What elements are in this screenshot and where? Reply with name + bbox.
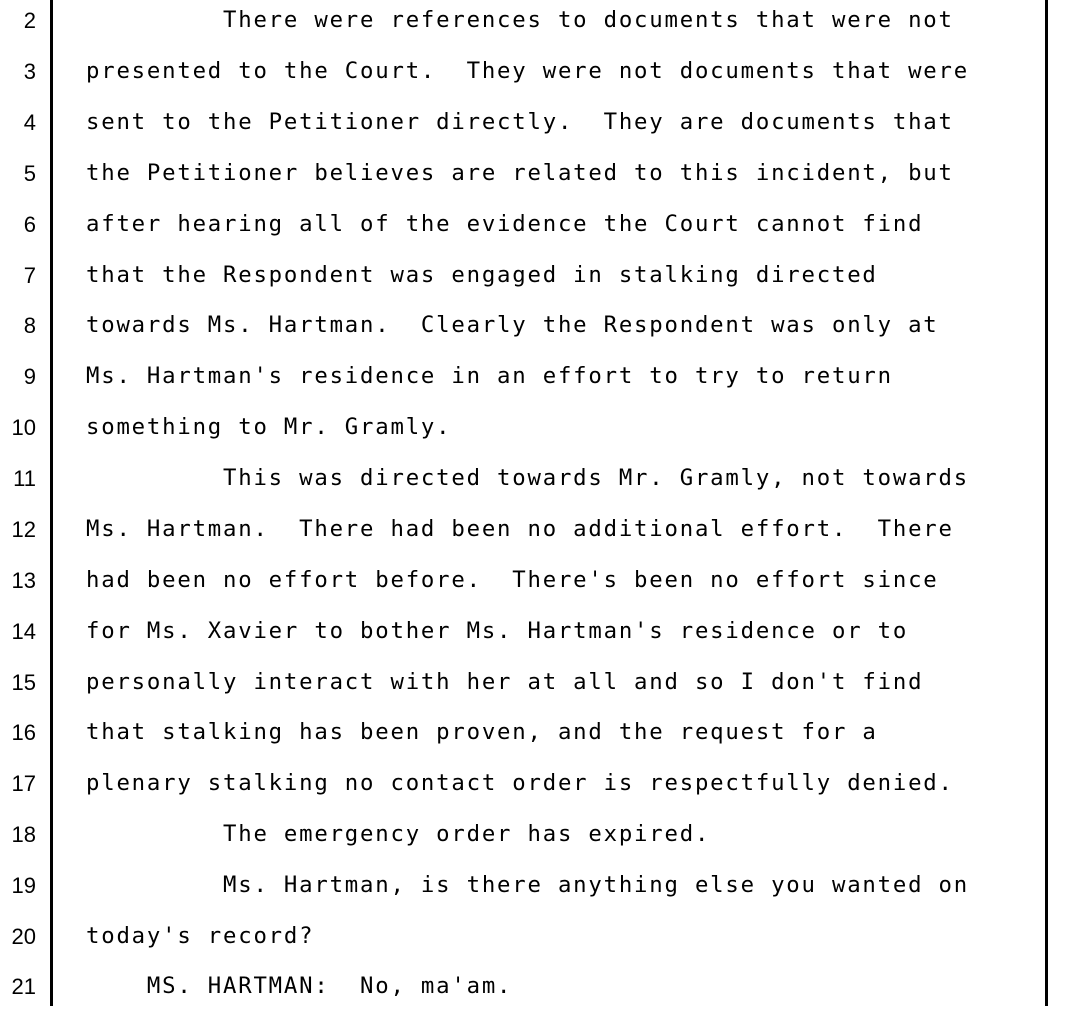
- line-text: after hearing all of the evidence the Court cannot find: [86, 211, 924, 237]
- transcript-line: [0, 153, 1072, 203]
- line-text: Ms. Hartman, is there anything else you wanted on: [86, 872, 969, 898]
- line-text: something to Mr. Gramly.: [86, 414, 452, 440]
- line-text: sent to the Petitioner directly. They are documents that: [86, 109, 954, 135]
- line-number: 8: [23, 313, 36, 338]
- transcript-line: [0, 458, 1072, 508]
- transcript-line: [0, 0, 1072, 50]
- line-number: 18: [11, 822, 36, 847]
- transcript-line: [0, 305, 1072, 355]
- line-text: towards Ms. Hartman. Clearly the Respondent was only at: [86, 312, 939, 338]
- line-number: 2: [23, 8, 36, 33]
- transcript-line: [0, 916, 1072, 966]
- line-text: Ms. Hartman. There had been no additional effort. There: [86, 516, 954, 542]
- line-text: that stalking has been proven, and the request for a: [86, 719, 878, 745]
- line-text: Ms. Hartman's residence in an effort to try to return: [86, 363, 893, 389]
- line-number: 6: [23, 212, 36, 237]
- line-text: that the Respondent was engaged in stalking directed: [86, 262, 878, 288]
- transcript-line: [0, 407, 1072, 457]
- line-text: the Petitioner believes are related to this incident, but: [86, 160, 954, 186]
- transcript-line: [0, 204, 1072, 254]
- line-text: There were references to documents that were not: [86, 7, 954, 33]
- line-text: today's record?: [86, 923, 315, 949]
- line-number: 15: [11, 670, 36, 695]
- line-text: The emergency order has expired.: [86, 821, 711, 847]
- transcript-line: [0, 611, 1072, 661]
- line-text: presented to the Court. They were not documents that were: [86, 58, 969, 84]
- line-number: 4: [23, 110, 36, 135]
- line-number: 16: [11, 720, 36, 745]
- line-number: 11: [13, 466, 36, 491]
- line-number: 14: [11, 619, 36, 644]
- transcript-line: [0, 560, 1072, 610]
- line-text: plenary stalking no contact order is respectfully denied.: [86, 770, 954, 796]
- transcript-line: [0, 966, 1072, 1016]
- transcript-line: [0, 662, 1072, 712]
- line-text: had been no effort before. There's been no effort since: [86, 567, 939, 593]
- transcript-line: [0, 865, 1072, 915]
- transcript-line: [0, 509, 1072, 559]
- line-number: 17: [11, 771, 36, 796]
- transcript-line: [0, 102, 1072, 152]
- line-number: 13: [11, 568, 36, 593]
- line-number: 9: [23, 364, 36, 389]
- line-number: 20: [11, 924, 36, 949]
- transcript-line: [0, 712, 1072, 762]
- transcript-line: [0, 255, 1072, 305]
- line-number: 12: [11, 517, 36, 542]
- line-number: 21: [11, 974, 36, 999]
- line-number: 7: [23, 263, 36, 288]
- transcript-line: [0, 356, 1072, 406]
- line-number: 5: [23, 161, 36, 186]
- transcript-line: [0, 51, 1072, 101]
- transcript-line: [0, 763, 1072, 813]
- transcript-line: [0, 814, 1072, 864]
- line-number: 3: [23, 59, 36, 84]
- line-text: personally interact with her at all and so I don't find: [86, 669, 924, 695]
- line-text: This was directed towards Mr. Gramly, not towards: [86, 465, 969, 491]
- line-number: 10: [11, 415, 36, 440]
- line-text: MS. HARTMAN: No, ma'am.: [86, 973, 513, 999]
- line-number: 19: [11, 873, 36, 898]
- line-text: for Ms. Xavier to bother Ms. Hartman's residence or to: [86, 618, 909, 644]
